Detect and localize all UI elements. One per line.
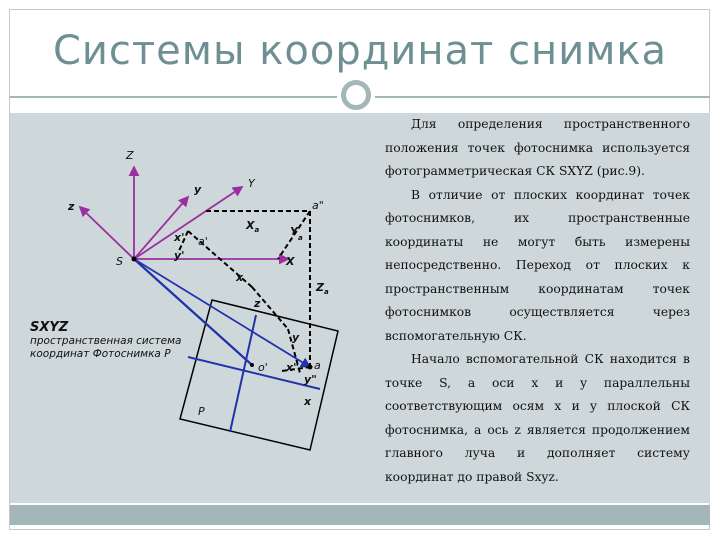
label-P: P [198,405,205,418]
label-Ya: $Y_a$ [290,225,303,242]
label-a-prime: a' [198,235,208,248]
text-column [385,113,690,489]
label-y-plane: y [292,331,300,344]
paragraph-3: Начало вспомогательной СК находится в точке S, а оси x и y параллельны соответствующим осям x и y плоской СК фотоснимка, а ось z является продолжением главного луча и дополняет систему координат до правой Sxyz. [385,352,690,484]
point-o-prime [250,363,254,367]
label-x-prime: x' [174,231,185,244]
label-S: S [116,255,123,268]
label-Z: Z [126,149,134,162]
label-a: a [314,359,321,372]
axis-z [80,207,134,259]
label-z: z [68,200,75,213]
label-x-pp: x" [286,361,299,374]
point-S [132,257,137,262]
slide-title: Системы координат снимка [52,28,668,74]
label-y-prime: y' [174,249,185,262]
label-Xa: $X_a$ [246,219,260,234]
label-z-mid: z [254,297,261,310]
legend [30,320,200,361]
paragraph-2: В отличие от плоских координат точек фотоснимков, их пространственные координаты не могут быть измерены непосредственно. Переход от плоских к пространственным координатам точек фотоснимков осуществляется через вспомогательную СК. [385,187,690,343]
legend-title: SXYZ [30,320,69,335]
label-Y: Y [248,177,255,190]
label-o-prime: o' [258,361,268,374]
label-X: X [286,255,295,268]
label-y-pp: y" [304,373,317,386]
label-x-plane: x [304,395,312,408]
divider-ornament-ring [341,80,371,110]
legend-description: пространственная система координат Фотоснимка Р [30,335,182,360]
label-Za: $Z_a$ [316,281,329,296]
bottom-bar [10,505,710,525]
label-a-dd: a" [312,199,324,212]
paragraph-1: Для определения пространственного положения точек фотоснимка используется фотограмметрическая СК SXYZ (рис.9). [385,117,690,178]
point-a [308,365,313,370]
coordinate-diagram [20,135,370,455]
label-y-top: y [194,183,202,196]
label-x-mid: x [236,271,244,284]
